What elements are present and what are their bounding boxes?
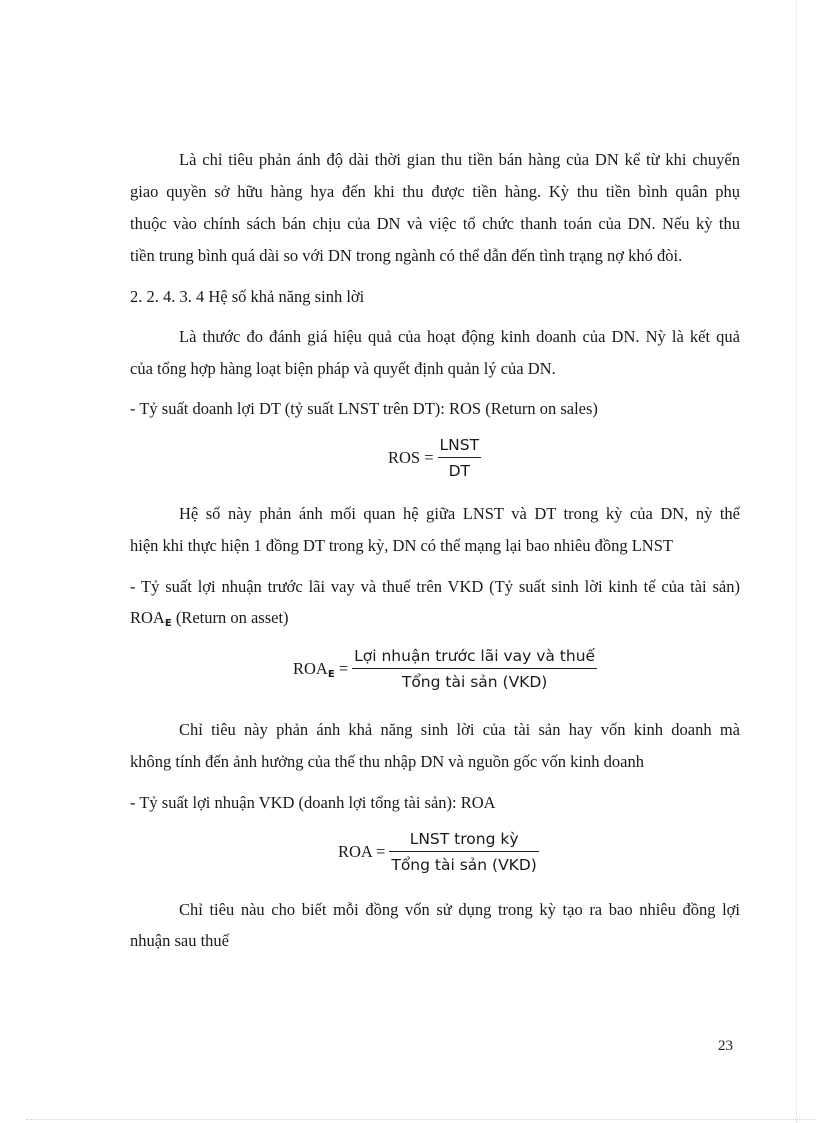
bottom-dotted-rule (26, 1119, 816, 1120)
roae-bullet-line-1: - Tỷ suất lợi nhuận trước lãi vay và thuế trên VKD (Tỷ suất sinh lời kinh tế của tài sản) (130, 577, 740, 596)
ros-fraction (438, 436, 482, 480)
roae-bullet-suffix: (Return on asset) (171, 608, 289, 627)
ros-explain-line-2: hiện khi thực hiện 1 đồng DT trong kỳ, DN có thể mạng lại bao nhiêu đồng LNST (130, 536, 673, 555)
roa-bullet: - Tỷ suất lợi nhuận VKD (doanh lợi tổng tài sản): ROA (130, 793, 496, 812)
ros-numerator: LNST (439, 436, 480, 454)
roae-formula (293, 647, 597, 691)
roae-numerator: Lợi nhuận trước lãi vay và thuế (354, 647, 596, 665)
roae-bullet-prefix: ROA (130, 608, 165, 627)
roa-numerator: LNST trong kỳ (409, 830, 519, 848)
ros-formula (388, 436, 481, 480)
ros-bullet: - Tỷ suất doanh lợi DT (tỷ suất LNST trên DT): ROS (Return on sales) (130, 399, 598, 418)
roa-explain-line-2: nhuận sau thuế (130, 931, 229, 950)
roae-explain-line-1: Chỉ tiêu này phản ánh khả năng sinh lời của tài sản hay vốn kinh doanh mà (179, 720, 740, 739)
roae-fraction (352, 647, 597, 691)
roa-denominator: Tổng tài sản (VKD) (391, 856, 537, 874)
paragraph-1-line-4: tiền trung bình quá dài so với DN trong ngành có thể dẫn đến tình trạng nợ khó đòi. (130, 246, 683, 265)
paragraph-1-line-1: Là chỉ tiêu phản ánh độ dài thời gian thu tiền bán hàng của DN kể từ khi chuyển (179, 150, 740, 169)
ros-denominator: DT (448, 462, 470, 480)
section-heading: 2. 2. 4. 3. 4 Hệ số khả năng sinh lời (130, 287, 365, 306)
page-number: 23 (718, 1038, 733, 1054)
right-margin-rule (796, 0, 797, 1123)
paragraph-2-line-2: của tổng hợp hàng loạt biện pháp và quyết định quản lý của DN. (130, 359, 556, 378)
paragraph-2-line-1: Là thước đo đánh giá hiệu quả của hoạt động kinh doanh của DN. Nỳ là kết quả (179, 327, 740, 346)
roae-formula-lhs (293, 659, 348, 680)
ros-formula-lhs: ROS = (388, 448, 434, 467)
roae-bullet-line-2 (130, 607, 289, 635)
roa-explain-line-1: Chỉ tiêu nàu cho biết mỗi đồng vốn sử dụng trong kỳ tạo ra bao nhiêu đồng lợi (179, 900, 740, 919)
roae-denominator: Tổng tài sản (VKD) (401, 673, 548, 691)
roae-explain-line-2: không tính đến ảnh hưởng của thế thu nhập DN và nguồn gốc vốn kinh doanh (130, 752, 644, 771)
paragraph-1-line-3: thuộc vào chính sách bán chịu của DN và việc tổ chức thanh toán của DN. Nếu kỳ thu (130, 214, 740, 233)
roa-formula (338, 830, 539, 874)
roae-bullet-subscript: E (164, 618, 172, 629)
ros-explain-line-1: Hệ số này phản ánh mối quan hệ giữa LNST và DT trong kỳ của DN, nỳ thể (179, 504, 740, 523)
roae-lhs-subscript: E (327, 668, 335, 680)
roa-formula-lhs: ROA = (338, 842, 386, 861)
paragraph-1-line-2: giao quyền sở hữu hàng hya đến khi thu được tiền hàng. Kỳ thu tiền bình quân phụ (130, 182, 740, 201)
roae-lhs-equals: = (334, 658, 349, 678)
roa-fraction (389, 830, 538, 874)
roae-lhs-text: ROA (293, 658, 328, 678)
